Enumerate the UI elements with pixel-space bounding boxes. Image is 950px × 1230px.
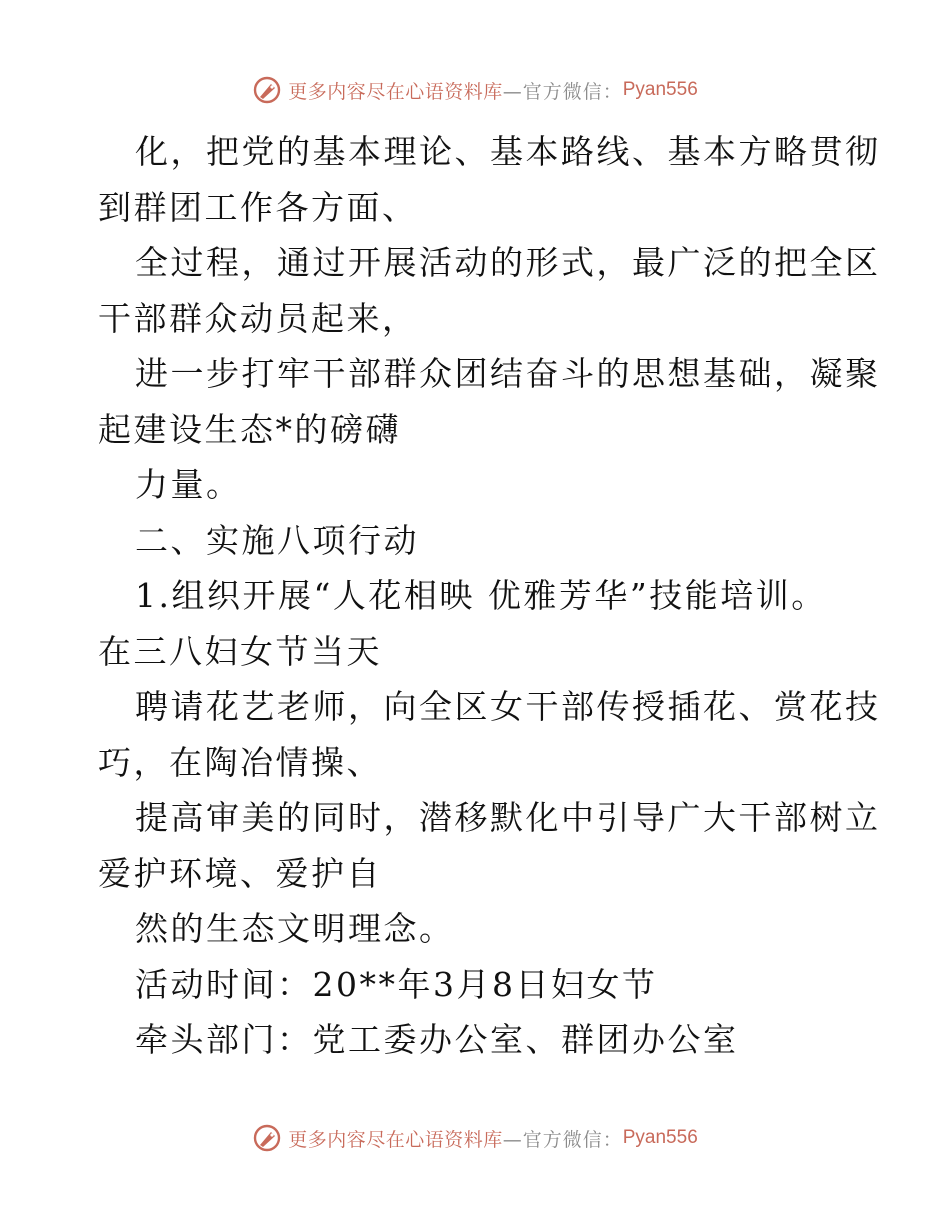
body-line: 1.组织开展“人花相映 优雅芳华”技能培训。 [135,576,827,615]
body-line: 爱护环境、爱护自 [98,853,382,893]
document-body [98,124,881,1068]
header-brand-text: 更多内容尽在心语资料库 [288,80,503,103]
footer-watermark-banner [0,1118,950,1158]
body-line: 力量。 [135,465,242,504]
body-line: 进一步打牢干部群众团结奋斗的思想基础，凝聚 [135,354,881,393]
header-official-text: —官方微信： [502,80,623,103]
body-line: 干部群众动员起来， [98,298,418,338]
lead-department: 牵头部门：党工委办公室、群团办公室 [135,1020,739,1059]
body-line: 提高审美的同时，潜移默化中引导广大干部树立 [135,798,881,837]
body-line: 巧，在陶冶情操、 [98,742,382,782]
pen-nib-circle-icon [252,75,282,105]
pen-nib-circle-icon [252,1123,282,1153]
activity-time: 活动时间：20**年3月8日妇女节 [135,964,658,1004]
body-line: 到群团工作各方面、 [98,187,418,227]
body-line: 起建设生态*的磅礴 [98,409,401,449]
header-watermark-banner [0,70,950,110]
body-line: 在三八妇女节当天 [98,631,382,671]
body-line: 全过程，通过开展活动的形式，最广泛的把全区 [135,243,881,282]
body-line: 然的生态文明理念。 [135,909,455,948]
footer-official-text: —官方微信： [502,1128,623,1151]
footer-brand-text: 更多内容尽在心语资料库 [288,1128,503,1151]
header-wechat-id: Pyan556 [622,79,698,100]
footer-wechat-id: Pyan556 [622,1127,698,1148]
section-heading: 二、实施八项行动 [135,520,419,560]
body-line: 化，把党的基本理论、基本路线、基本方略贯彻 [135,132,881,171]
body-line: 聘请花艺老师，向全区女干部传授插花、赏花技 [135,687,881,726]
